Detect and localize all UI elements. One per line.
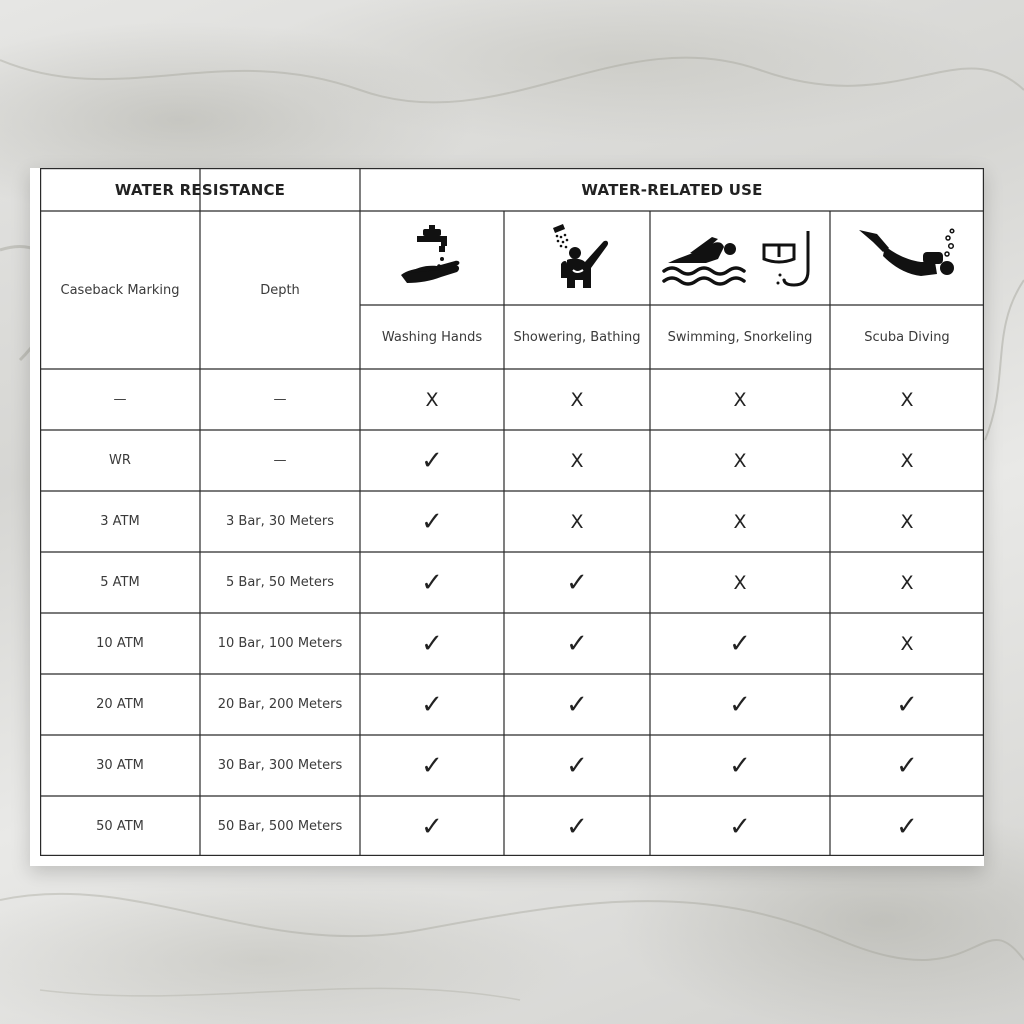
check-mark: ✓ [421,750,443,781]
caseback-marking-cell: 50 ATM [96,819,144,834]
water-resistance-card [30,168,984,866]
check-mark: ✓ [566,628,588,659]
check-mark: ✓ [421,811,443,842]
check-mark: ✓ [729,628,751,659]
use-label-swimming: Swimming, Snorkeling [667,329,813,345]
depth-cell: 50 Bar, 500 Meters [217,819,343,834]
depth-cell: 5 Bar, 50 Meters [226,575,334,590]
depth-cell: 3 Bar, 30 Meters [226,514,334,529]
caseback-marking-cell: 30 ATM [96,758,144,773]
x-mark: X [733,449,747,472]
caseback-marking-cell: 20 ATM [96,697,144,712]
showering-icon [545,220,635,296]
check-mark: ✓ [421,567,443,598]
water-resistance-header: WATER RESISTANCE [114,180,286,199]
depth-header: Depth [260,282,300,298]
swimming-snorkeling-icon [660,223,822,295]
check-mark: ✓ [896,750,918,781]
x-mark: X [900,449,914,472]
x-mark: X [733,510,747,533]
x-mark: X [733,571,747,594]
x-mark: X [900,632,914,655]
x-mark: X [733,388,747,411]
x-mark: X [570,388,584,411]
check-mark: ✓ [421,445,443,476]
x-mark: X [900,388,914,411]
caseback-marking-cell: 3 ATM [100,514,140,529]
x-mark: X [570,510,584,533]
check-mark: ✓ [566,750,588,781]
check-mark: ✓ [566,811,588,842]
depth-cell: — [273,453,287,468]
caseback-marking-cell: 5 ATM [100,575,140,590]
use-label-showering: Showering, Bathing [513,329,641,345]
depth-cell: 30 Bar, 300 Meters [217,758,343,773]
x-mark: X [900,510,914,533]
x-mark: X [570,449,584,472]
water-related-use-header: WATER-RELATED USE [581,180,763,199]
check-mark: ✓ [566,689,588,720]
check-mark: ✓ [896,689,918,720]
use-label-scuba: Scuba Diving [864,329,950,345]
caseback-marking-cell: WR [109,453,131,468]
check-mark: ✓ [729,811,751,842]
x-mark: X [900,571,914,594]
x-mark: X [425,388,439,411]
washing-hands-icon [395,223,469,293]
check-mark: ✓ [421,506,443,537]
caseback-marking-cell: — [113,392,127,407]
check-mark: ✓ [421,689,443,720]
use-label-washing-hands: Washing Hands [381,329,483,345]
check-mark: ✓ [729,750,751,781]
check-mark: ✓ [566,567,588,598]
depth-cell: — [273,392,287,407]
water-resistance-table [40,168,984,856]
check-mark: ✓ [896,811,918,842]
depth-cell: 20 Bar, 200 Meters [217,697,343,712]
depth-cell: 10 Bar, 100 Meters [217,636,343,651]
check-mark: ✓ [729,689,751,720]
scuba-diving-icon [855,226,965,292]
check-mark: ✓ [421,628,443,659]
caseback-marking-header: Caseback Marking [60,282,180,298]
caseback-marking-cell: 10 ATM [96,636,144,651]
